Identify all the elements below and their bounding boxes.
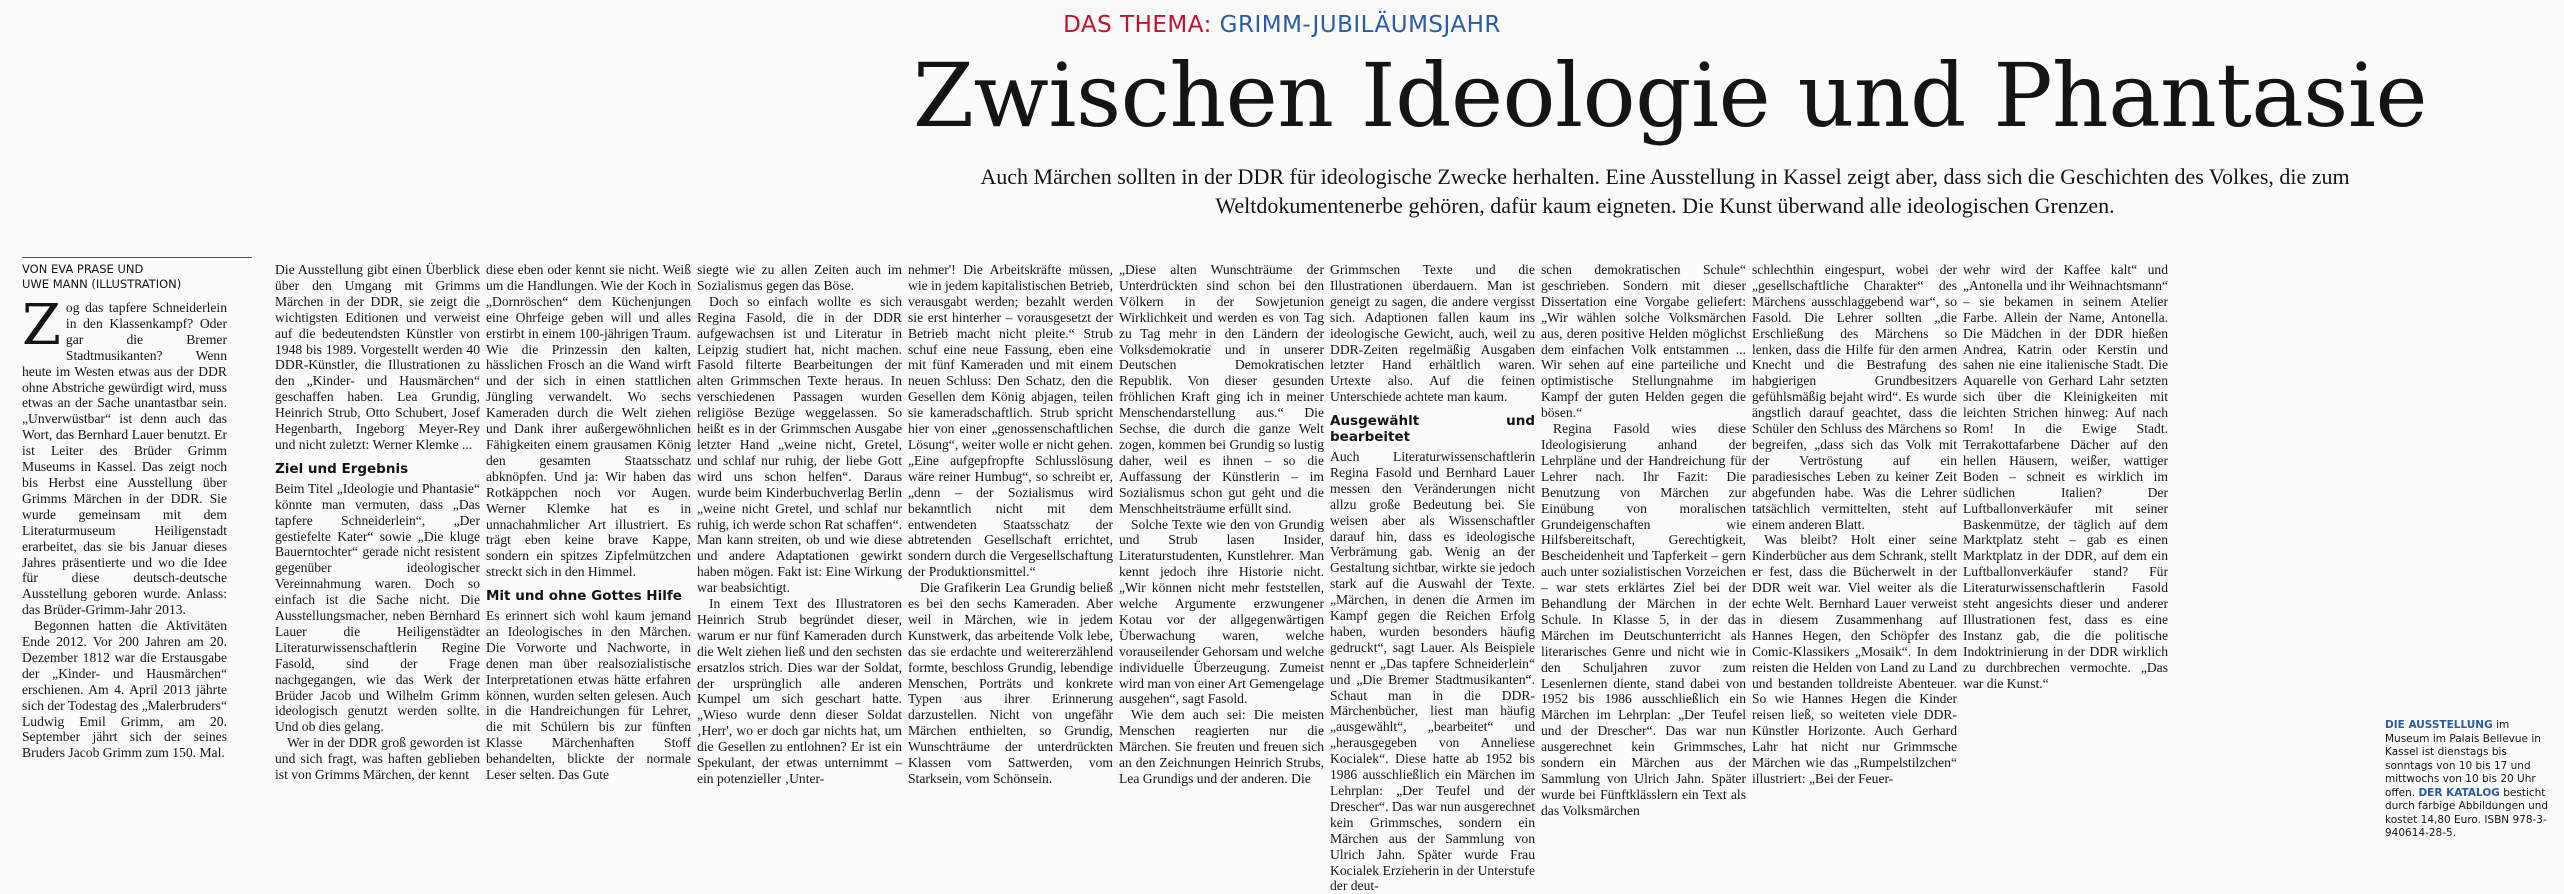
paragraph: Beim Titel „Ideologie und Phantasie“ könnte man vermuten, dass „Das tapfere Schneiderlein“, „Der gestiefelte Kater“ sowie „Die kluge Bauerntochter“ gerade nicht resistent gegenüber ideologischer Vereinnahmung waren. Doch so einfach ist die Sache nicht. Die Ausstellungsmacher, neben Bernhard Lauer die Heiligenstädter Literaturwissenschaftlerin Regine Fasold, sind der Frage nachgegangen, wie das Werk der Brüder Jacob und Wilhelm Grimm ideologisch genutzt werden sollte. Und ob dies gelang.	[275, 480, 480, 735]
paragraph: Was bleibt? Holt einer seine Kinderbücher aus dem Schrank, stellt er fest, dass die Bücherwelt in der DDR weit war. Viel weiter als die echte Welt. Bernhard Lauer verweist in diesem Zusammenhang auf Hannes Hegen, den Schöpfer des Comic-Klassikers „Mosaik“. In dem reisten die Helden von Land zu Land und bestanden tolldreiste Abenteuer. So wie Hannes Hegen die Kinder reisen ließ, so weiteten viele DDR-Künstler Horizonte. Auch Gerhard Lahr hat nicht nur Grimmsche Märchen wie das „Rumpelstilzchen“ illustriert: „Bei der Feuer-	[1752, 532, 1957, 786]
paragraph: Die Grafikerin Lea Grundig beließ es bei den sechs Kameraden. Aber weil in Märchen, wie in jedem Kunstwerk, das arbeitende Volk lebe, das sie erdachte und weitererzählend formte, beschloss Grundig, lebendige Menschen, Porträts und konkrete Typen aus ihrer Erinnerung darzustellen. Nicht von ungefähr Märchen enthielten, so Grundig, Wunschträume der unterdrückten Klassen vom Sattwerden, vom Starksein, vom Schönsein.	[908, 580, 1113, 786]
paragraph: Doch so einfach wollte es sich Regina Fasold, die in der DDR aufgewachsen ist und Literatur in Leipzig studiert hat, nicht machen. Fasold filterte Bearbeitungen der alten Grimmschen Texte heraus. In verschiedenen Passagen wurden religiöse Bezüge weggelassen. So heißt es in der Grimmschen Ausgabe letzter Hand „weine nicht, Gretel, und schlaf nur ruhig, der liebe Gott wird uns schon helfen“. Daraus wurde beim Kinderbuchverlag Berlin „weine nicht Gretel, und schlaf nur ruhig, ich werde schon Rat schaffen“. Man kann streiten, ob und wie diese und andere Adaptationen gewirkt haben mögen. Fakt ist: Eine Wirkung war beabsichtigt.	[697, 293, 902, 596]
paragraph: schlechthin eingespurt, wobei der „gesellschaftliche Charakter“ des Märchens ausschlaggebend war“, so Fasold. Die Lehrer sollten „die Erschließung des Märchens so lenken, dass die Hilfe für den armen Knecht und die Bestrafung des habgierigen Grundbesitzers gefühlsmäßig bejaht wird“. Es wurde ängstlich darauf geachtet, dass die Schüler den Schluss des Märchens so begreifen, „dass sich das Volk mit der Vertröstung auf ein paradiesisches Leben zu keiner Zeit abgefunden habe. Was die Lehrer tatsächlich vermittelten, steht auf einem anderen Blatt.	[1752, 262, 1957, 532]
article-column-5	[908, 262, 1113, 786]
byline-author: VON EVA PRASE UND	[22, 262, 144, 276]
kicker-topic: GRIMM-JUBILÄUMSJAHR	[1219, 12, 1501, 38]
byline-illustration: UWE MANN (ILLUSTRATION)	[22, 277, 182, 291]
paragraph: Solche Texte wie den von Grundig und Strub lasen Insider, Literaturstudenten, Kunstlehrer. Man kennt jedoch ihre Historie nicht. „Wir können nicht mehr feststellen, welche Argumente erzwungener Kotau vor der allgegenwärtigen Überwachung waren, welche vorauseilender Gehorsam und welche individuelle Überzeugung. Zumeist wird man von einer Art Gemengelage ausgehen“, sagt Fasold.	[1119, 516, 1324, 707]
article-column-7	[1330, 262, 1535, 894]
exhibition-text: im Museum im Palais Bellevue in Kassel ist dienstags bis sonntags von 10 bis 17 und mittwochs von 10 bis 20 Uhr offen.	[2385, 719, 2541, 799]
byline	[22, 257, 252, 292]
drop-cap: Z	[22, 293, 61, 358]
article-column-9	[1752, 262, 1957, 786]
section-kicker	[0, 12, 2564, 38]
paragraph: Es erinnert sich wohl kaum jemand an Ideologisches in den Märchen. Die Vorworte und Nachworte, in denen man über realsozialistische Interpretationen etwas hätte erfahren können, wurden selten gelesen. Auch in die Handreichungen für Lehrer, die mit Schülern bis zur fünften Klasse Märchenhaften Stoff behandelten, blickte der normale Leser selten. Das Gute	[486, 608, 691, 783]
paragraph: siegte wie zu allen Zeiten auch im Sozialismus gegen das Böse.	[697, 262, 902, 293]
paragraph: „Diese alten Wunschträume der Unterdrückten sind schon bei den Völkern in der Sowjetunion Wirklichkeit und werden es von Tag zu Tag mehr in den Ländern der Volksdemokratie und in unserer Deutschen Demokratischen Republik. Von dieser gesunden fröhlichen Kraft ging ich in meiner Menschendarstellung aus.“ Die Sechse, die durch die ganze Welt zogen, kommen bei Grundig so lustig daher, weil es ihnen – so die Auffassung der Künstlerin – im Sozialismus schon gut geht und die Menschheitsträume erfüllt sind.	[1119, 262, 1324, 516]
article-column-3	[486, 262, 691, 783]
paragraph: schen demokratischen Schule“ geschrieben. Sondern mit dieser Dissertation eine Vorgabe geliefert: „Wir wählen solche Volksmärchen aus, deren positive Helden möglichst dem einfachen Volk entstammen ... Wir sehen auf eine parteiliche und optimistische Stellungnahme im Kampf der guten Helden gegen die bösen.“	[1541, 262, 1746, 421]
article-column-8	[1541, 262, 1746, 818]
exhibition-info-box	[2385, 719, 2557, 841]
paragraph: Grimmschen Texte und die Illustrationen überdauern. Man ist geneigt zu sagen, die andere vergisst sich. Adaptionen fallen kaum ins ideologische Gewicht, auch, weil zu DDR-Zeiten regelmäßig Ausgaben letzter Hand erhältlich waren. Urtexte also. Auf die feinen Unterschiede achtete man kaum.	[1330, 262, 1535, 405]
kicker-label: DAS THEMA:	[1063, 12, 1212, 38]
article-column-4	[697, 262, 902, 786]
paragraph: diese eben oder kennt sie nicht. Weiß um die Handlungen. Wie der Koch in „Dornröschen“ dem Küchenjungen eine Ohrfeige geben will und alles erstirbt in einem 100-jährigen Traum. Wie die Prinzessin den kalten, hässlichen Frosch an die Wand wirft und der sich in einen stattlichen Jüngling verwandelt. Wo sechs Kameraden durch die Welt ziehen und Dank ihrer außergewöhnlichen Fähigkeiten einem grausamen König den gesamten Staatsschatz abknöpfen. Und ja: Wir haben das Rotkäppchen noch vor Augen. Werner Klemke hat es in unnachahmlicher Art illustriert. Es trägt eben keine brave Kappe, sondern ein spitzes Zipfelmützchen streckt sich in den Himmel.	[486, 262, 691, 580]
paragraph: Wer in der DDR groß geworden ist und sich fragt, was haften geblieben ist von Grimms Märchen, der kennt	[275, 735, 480, 783]
headline: Zwischen Ideologie und Phantasie	[912, 44, 2428, 147]
paragraph: Wie dem auch sei: Die meisten Menschen reagierten nur die Märchen. Sie freuten und freuen sich an den Zeichnungen Heinrich Strubs, Lea Grundigs und der anderen. Die	[1119, 707, 1324, 786]
paragraph: og das tapfere Schneiderlein in den Klassenkampf? Oder gar die Bremer Stadtmusikanten? Wenn heute im Westen etwas aus der DDR ohne Abstriche gewürdigt wird, muss etwas an der Sache unantastbar sein. „Unverwüstbar“ ist denn auch das Wort, das Bernhard Lauer benutzt. Er ist Leiter des Brüder Grimm Museums in Kassel. Das zeigt noch bis Herbst eine Ausstellung über Grimms Märchen in der DDR. Sie wurde gemeinsam mit dem Literaturmuseum Heiligenstadt erarbeitet, das sie bis Januar dieses Jahres präsentierte und wo die Idee für diese deutsch-deutsche Ausstellung geboren wurde. Anlass: das Brüder-Grimm-Jahr 2013.	[22, 300, 227, 618]
paragraph: nehmer'! Die Arbeitskräfte müssen, wie in jedem kapitalistischen Betrieb, verausgabt werden; bezahlt werden sie erst hinterher – vorausgesetzt der Betrieb macht nicht pleite.“ Strub schuf eine neue Fassung, eben eine mit fünf Kameraden und mit einem neuen Schluss: Den Schatz, den die Gesellen dem König abjagen, teilen sie kameradschaftlich. Strub spricht hier von einer „genossenschaftlichen Lösung“, weiter wolle er nicht gehen. „Eine aufgepfropfte Schlusslösung wäre reiner Humbug“, so schreibt er, „denn – der Sozialismus wird bekanntlich nicht mit dem entwendeten Staatsschatz der abtretenden Gesellschaft errichtet, sondern durch die Vergesellschaftung der Produktionsmittel.“	[908, 262, 1113, 580]
article-column-10	[1963, 262, 2168, 777]
exhibition-label: DIE AUSSTELLUNG	[2385, 719, 2493, 731]
article-column-6	[1119, 262, 1324, 786]
article-column-1	[22, 293, 227, 815]
paragraph: Die Ausstellung gibt einen Überblick über den Umgang mit Grimms Märchen in der DDR, sie zeigt die wichtigsten Editionen und verweist auf die bedeutendsten Künstler von 1948 bis 1989. Vorgestellt werden 40 DDR-Künstler, die Illustrationen zu den „Kinder- und Hausmärchen“ geschaffen haben. Lea Grundig, Heinrich Strub, Otto Schubert, Josef Hegenbarth, Ingeborg Meyer-Rey und nicht zuletzt: Werner Klemke ...	[275, 262, 480, 452]
catalog-label: DER KATALOG	[2418, 786, 2500, 799]
subheading: Mit und ohne Gottes Hilfe	[486, 588, 682, 605]
paragraph: Regina Fasold wies diese Ideologisierung anhand der Lehrpläne und der Handreichung für Lehrer nach. Ihr Fazit: Die Benutzung von Märchen zur Einübung von moralischen Grundeigenschaften wie Hilfsbereitschaft, Gerechtigkeit, Bescheidenheit und Tapferkeit – gern auch unter sozialistischen Vorzeichen – war stets erklärtes Ziel bei der Behandlung der Märchen in der Schule. In Klasse 5, in der das Märchen im Deutschunterricht als literarisches Genre und nicht wie in den Schuljahren zuvor zum Lesenlernen diente, stand dabei von 1952 bis 1986 ausschließlich ein Märchen im Lehrplan: „Der Teufel und der Drescher“. Das war nun ausgerechnet kein Grimmsches, sondern ein Märchen aus der Sammlung von Ulrich Jahn. Später wurde bei Fünftklässlern ein Text als das Volksmärchen	[1541, 421, 1746, 818]
subheading: Ziel und Ergebnis	[275, 460, 409, 477]
deck-text: Auch Märchen sollten in der DDR für ideologische Zwecke herhalten. Eine Ausstellung in Kassel zeigt aber, dass sich die Geschichten des Volkes, die zum Weltdokumentenerbe gehören, dafür kaum eigneten. Die Kunst überwand alle ideologischen Grenzen.	[980, 164, 2350, 218]
paragraph: Auch Literaturwissenschaftlerin Regina Fasold und Bernhard Lauer messen den Veränderungen nicht allzu große Bedeutung bei. Sie weisen aber als Wissenschaftler darauf hin, dass es ideologische Verbrämung gab. Wenig an der Gestaltung sichtbar, wirkte sie jedoch stark auf die Auswahl der Texte. „Märchen, in denen die Armen im Kampf gegen die Reichen Erfolg haben, wurden besonders häufig gedruckt“, sagt Lauer. Als Beispiele nennt er „Das tapfere Schneiderlein“ und „Die Bremer Stadtmusikanten“. Schaut man in die DDR-Märchenbücher, liest man häufig „ausgewählt“, „bearbeitet“ und „herausgegeben von Anneliese Kocialek“. Diese hatte ab 1952 bis 1986 ausschließlich ein Märchen im Lehrplan: „Der Teufel und der Drescher“. Das war nun ausgerechnet kein Grimmsches, sondern ein Märchen aus der Sammlung von Ulrich Jahn. Später wurde Frau Kocialek Erzieherin in der Unterstufe der deut-	[1330, 448, 1535, 894]
article-column-2	[275, 262, 480, 783]
paragraph: Begonnen hatten die Aktivitäten Ende 2012. Vor 200 Jahren am 20. Dezember 1812 war die Erstausgabe der „Kinder- und Hausmärchen“ erschienen. Am 4. April 2013 jährte sich der Todestag des „Malerbruders“ Ludwig Emil Grimm, am 20. September jährt sich der seines Bruders Jacob Grimm zum 150. Mal.	[22, 618, 227, 761]
catalog-text: besticht durch farbige Abbildungen und kostet 14,80 Euro. ISBN 978-3-940614-28-5.	[2385, 786, 2549, 839]
paragraph: wehr wird der Kaffee kalt“ und „Antonella und ihr Weihnachtsmann“ – sie bekamen in seinem Atelier Farbe. Allein der Name, Antonella. Die Mädchen in der DDR hießen Andrea, Katrin oder Kerstin und sahen nie eine italienische Stadt. Die Aquarelle von Gerhard Lahr setzten sich über die Kleinigkeiten mit leichten Strichen hinweg: Auf nach Rom! In die Ewige Stadt. Terrakottafarbene Dächer auf den hellen Häusern, weißer, wattiger Boden – schneit es wirklich im südlichen Italien? Der Luftballonverkäufer mit seiner Baskenmütze, der täglich auf dem Marktplatz steht – gab es einen Marktplatz in der DDR, auf dem ein Luftballonverkäufer stand? Für Literaturwissenschaftlerin Fasold steht angesichts dieser und anderer Illustrationen fest, dass es eine Instanz gab, die die politische Indoktrinierung in der DDR wirklich zu durchbrechen vermochte. „Das war die Kunst.“	[1963, 262, 2168, 691]
paragraph: In einem Text des Illustratoren Heinrich Strub begründet dieser, warum er nur fünf Kameraden durch die Welt ziehen ließ und den sechsten ersatzlos strich. Dies war der Soldat, der ursprünglich alle anderen Kumpel um sich geschart hatte. „Wieso wurde denn dieser Soldat ‚Herr', wo er doch gar nichts hat, um die Gesellen zu entlohnen? Er ist ein Spekulant, der etwas unternimmt – ein potenzieller ‚Unter-	[697, 596, 902, 786]
subheading: Ausgewählt und bearbeitet	[1330, 413, 1535, 446]
